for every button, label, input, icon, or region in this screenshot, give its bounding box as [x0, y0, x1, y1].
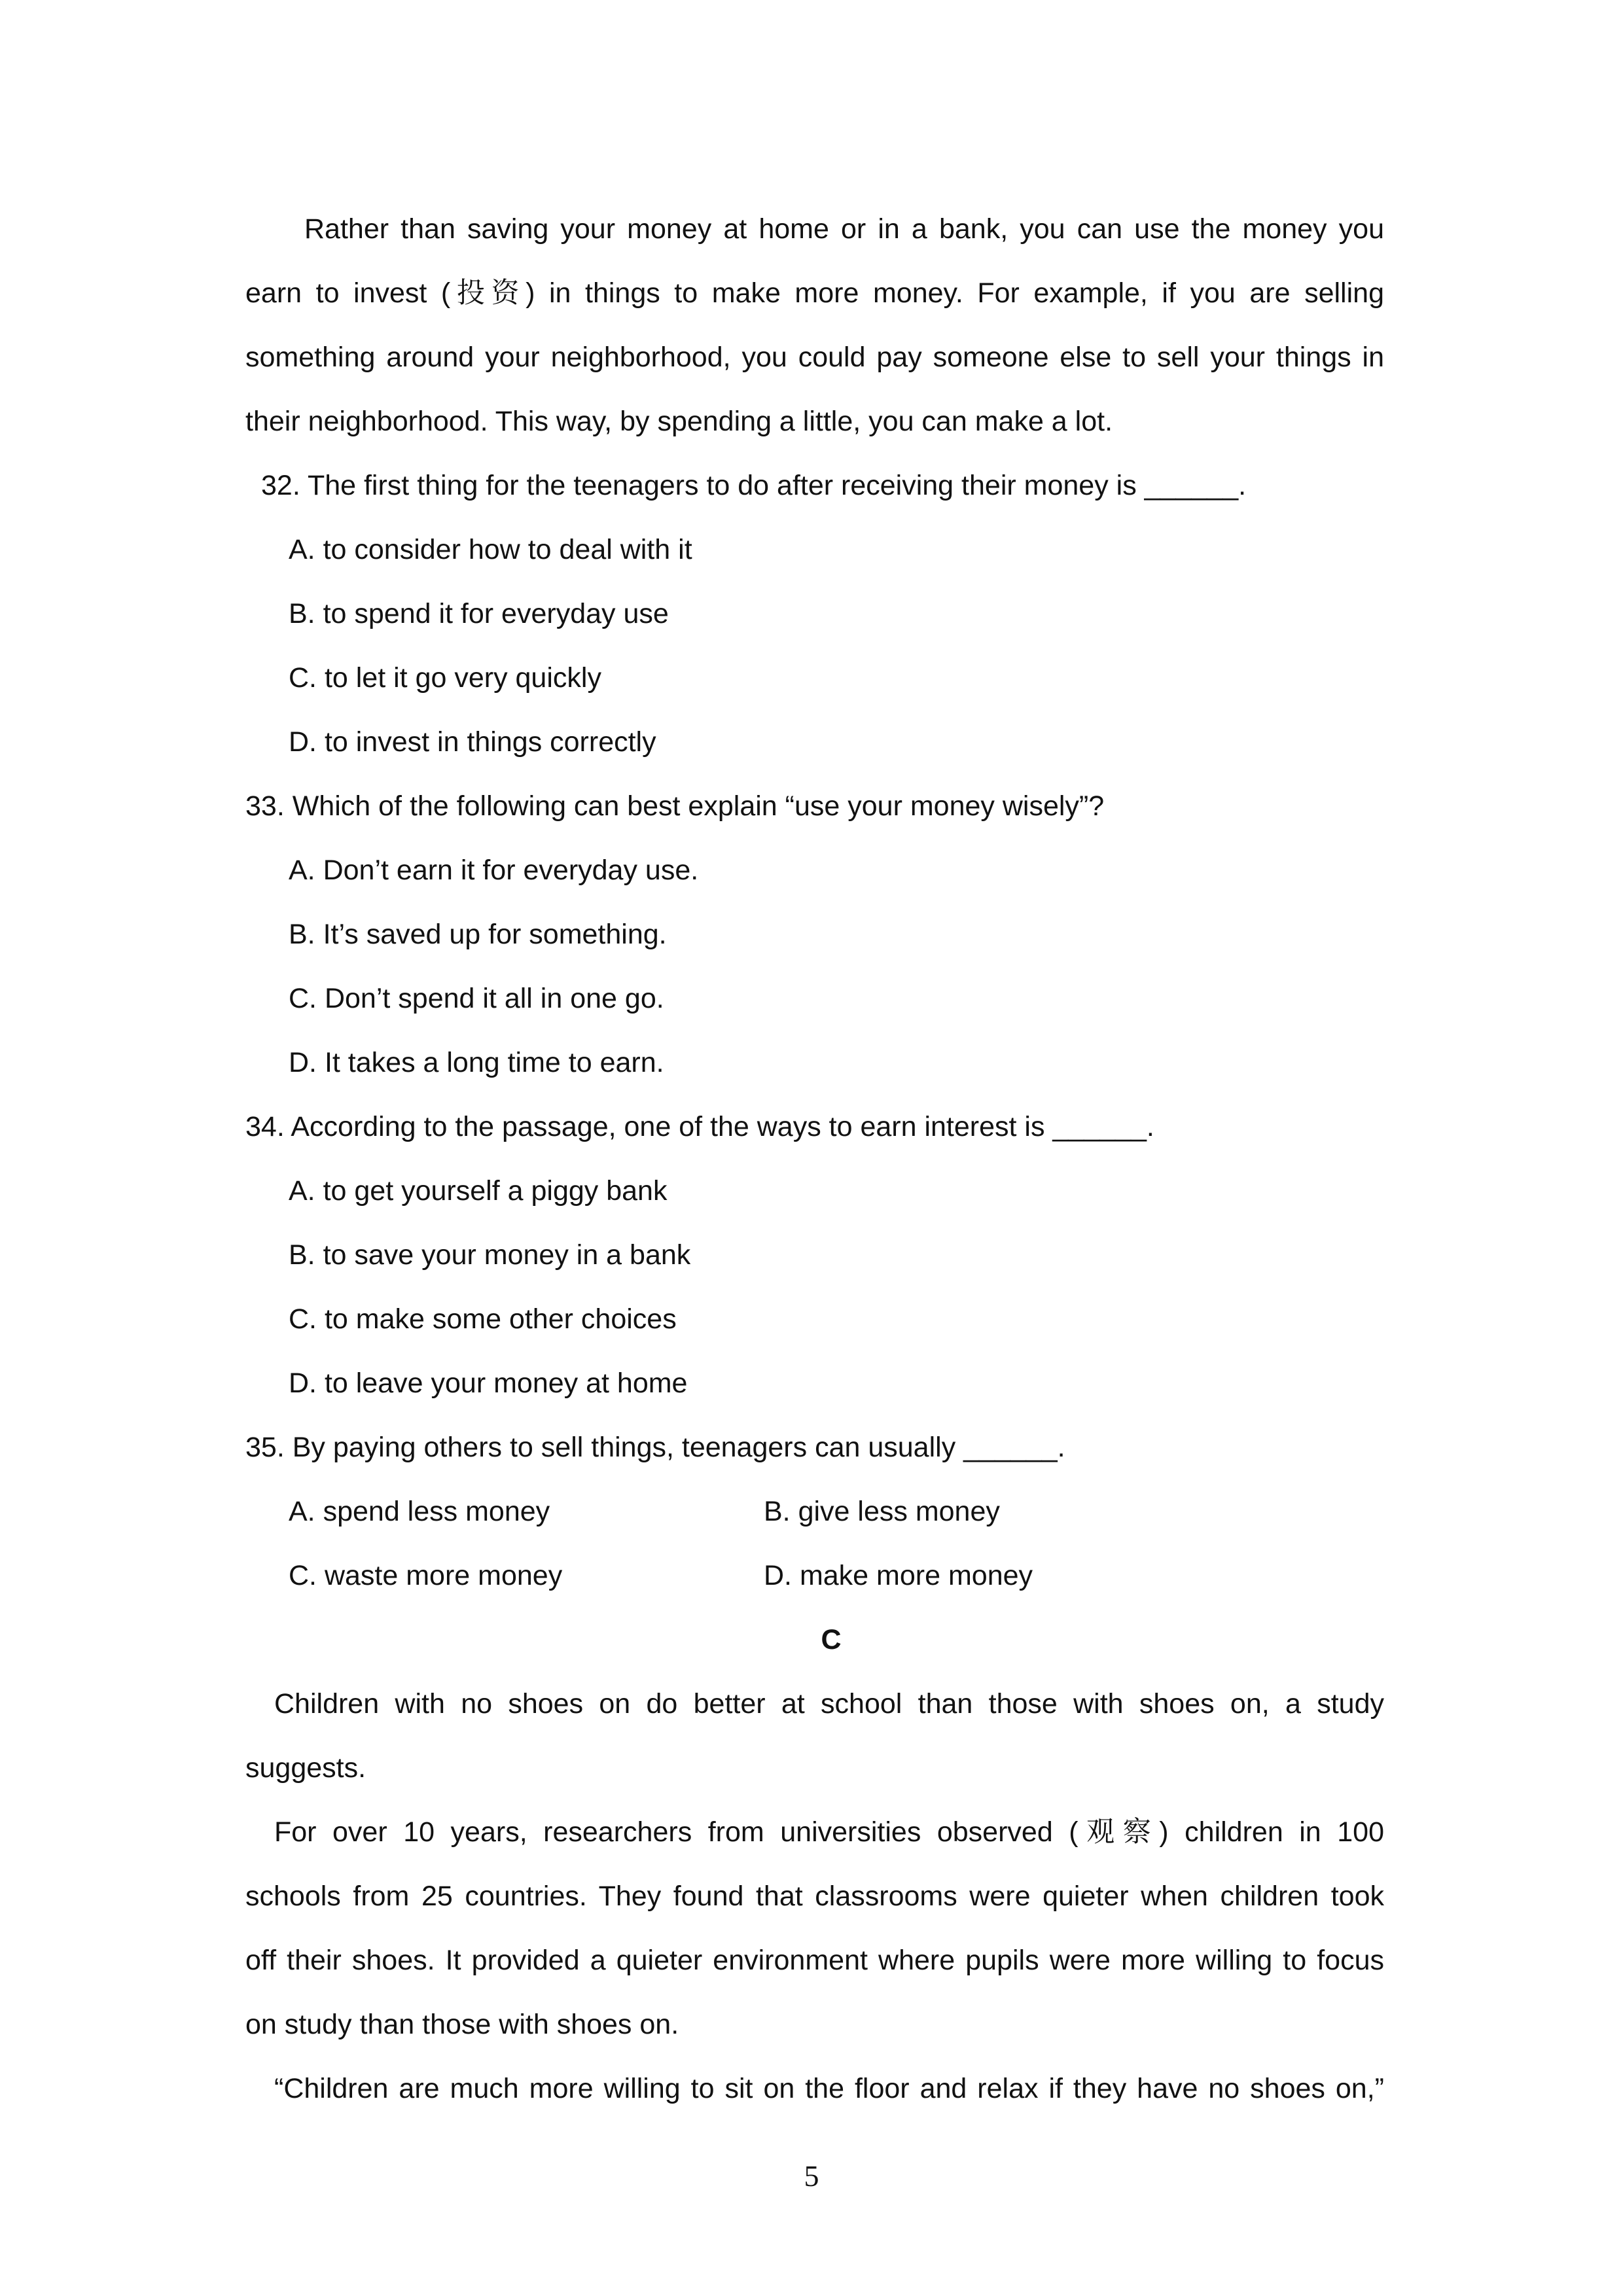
section-c-heading: C: [821, 1624, 842, 1655]
section-c-line-6: on study than those with shoes on.: [245, 2009, 679, 2040]
question-32-option-b: B. to spend it for everyday use: [289, 598, 669, 629]
question-32-option-a: A. to consider how to deal with it: [289, 534, 692, 565]
question-32-stem: 32. The first thing for the teenagers to do after receiving their money is ______.: [261, 470, 1247, 501]
question-34-option-c: C. to make some other choices: [289, 1303, 677, 1335]
passage-b-line-3: something around your neighborhood, you could pay someone else to sell your things in: [245, 342, 1384, 373]
question-33-option-c: C. Don’t spend it all in one go.: [289, 983, 664, 1014]
passage-b-line-4: their neighborhood. This way, by spending a little, you can make a lot.: [245, 406, 1113, 437]
question-34-option-b: B. to save your money in a bank: [289, 1239, 691, 1271]
question-35-option-c: C. waste more money: [289, 1560, 563, 1591]
question-35-option-b: B. give less money: [764, 1496, 1000, 1527]
page-number: 5: [804, 2159, 819, 2193]
question-32-option-c: C. to let it go very quickly: [289, 662, 601, 694]
section-c-line-3: For over 10 years, researchers from universities observed (观察) children in 100: [274, 1816, 1384, 1848]
passage-b-line-1: Rather than saving your money at home or in a bank, you can use the money you: [304, 213, 1384, 245]
section-c-line-4: schools from 25 countries. They found that classrooms were quieter when children took: [245, 1881, 1384, 1912]
question-34-stem: 34. According to the passage, one of the ways to earn interest is ______.: [245, 1111, 1154, 1142]
question-35-option-a: A. spend less money: [289, 1496, 550, 1527]
question-32-option-d: D. to invest in things correctly: [289, 726, 656, 758]
question-34-option-d: D. to leave your money at home: [289, 1368, 688, 1399]
question-35-stem: 35. By paying others to sell things, teenagers can usually ______.: [245, 1432, 1065, 1463]
section-c-line-7: “Children are much more willing to sit on the floor and relax if they have no shoes on,”: [274, 2073, 1384, 2104]
question-34-option-a: A. to get yourself a piggy bank: [289, 1175, 668, 1207]
question-33-option-d: D. It takes a long time to earn.: [289, 1047, 664, 1078]
question-33-stem: 33. Which of the following can best explain “use your money wisely”?: [245, 790, 1105, 822]
passage-b-line-2: earn to invest (投资) in things to make more money. For example, if you are selling: [245, 277, 1384, 309]
question-33-option-b: B. It’s saved up for something.: [289, 919, 667, 950]
question-33-option-a: A. Don’t earn it for everyday use.: [289, 855, 699, 886]
section-c-line-1: Children with no shoes on do better at school than those with shoes on, a study: [274, 1688, 1384, 1720]
question-35-option-d: D. make more money: [764, 1560, 1033, 1591]
section-c-line-2: suggests.: [245, 1752, 366, 1784]
section-c-line-5: off their shoes. It provided a quieter environment where pupils were more willing to focus: [245, 1945, 1384, 1976]
